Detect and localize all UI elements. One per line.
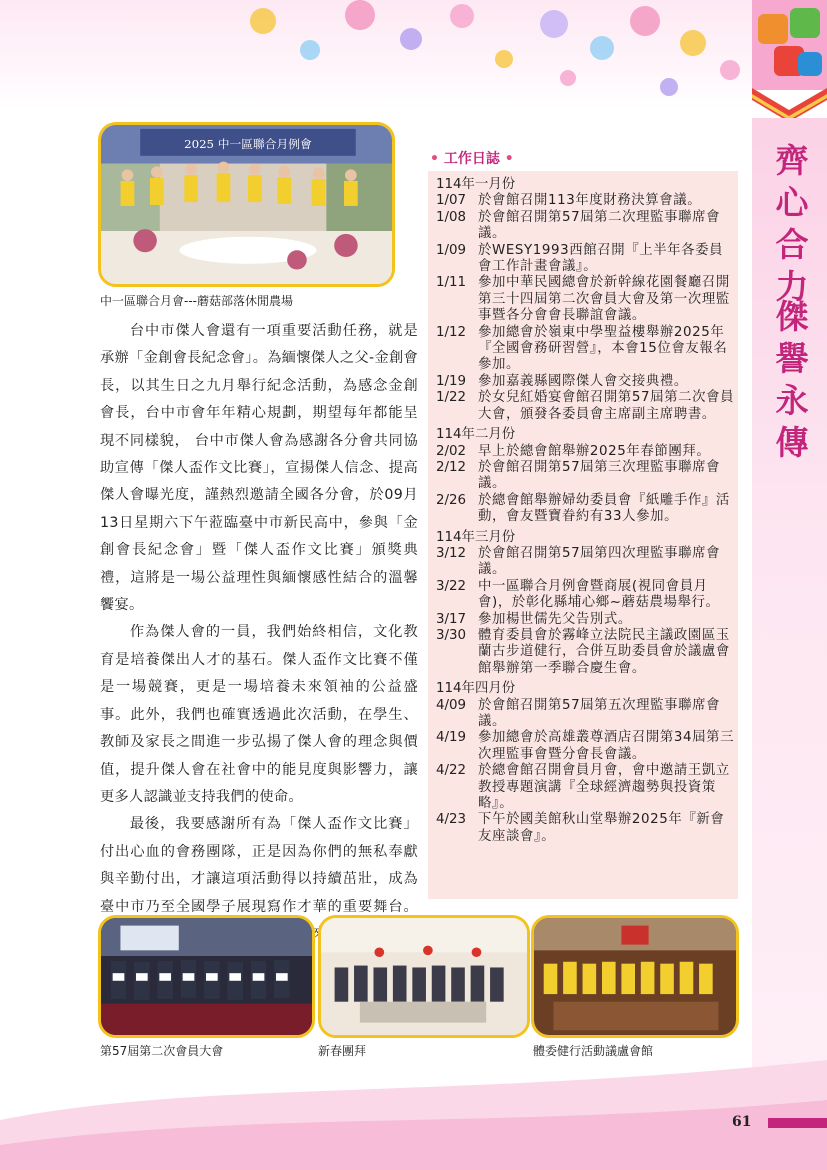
worklog-text: 參加總會於嶺東中學聖益樓舉辦2025年『全國會務研習營』，本會15位會友報名參加。 — [478, 324, 728, 373]
worklog-month-label: 114年一月份 — [436, 177, 516, 192]
worklog-date: 4/23 — [436, 812, 467, 828]
worklog-date: 1/07 — [436, 193, 467, 209]
worklog-entry — [436, 275, 736, 324]
chevron-decoration — [752, 88, 827, 122]
top-photo-caption: 中一區聯合月會---蘑菇部落休閒農場 — [100, 294, 293, 308]
puzzle-icon — [752, 0, 827, 90]
paragraph-3: 最後，我要感謝所有為「傑人盃作文比賽」付出心血的會務團隊，正是因為你們的無私奉獻與辛勤付出，才讓這項活動得以持續茁壯，成為臺中市乃至全國學子展現寫作才華的重要舞台。 未來 — [100, 816, 418, 942]
worklog-entry — [436, 546, 736, 579]
worklog-entry — [436, 460, 736, 493]
worklog-entry — [436, 243, 736, 276]
worklog-date: 4/09 — [436, 697, 467, 713]
worklog-text: 於會館召開第57屆第二次理監事聯席會議。 — [478, 209, 721, 242]
worklog-entry — [436, 193, 736, 209]
caption-new-year: 新春團拜 — [318, 1044, 367, 1058]
worklog-text: 早上於總會館舉辦2025年春節團拜。 — [478, 443, 711, 459]
worklog-date: 1/09 — [436, 242, 467, 258]
worklog-entry — [436, 210, 736, 243]
top-floral-decoration — [0, 0, 760, 110]
worklog-text: 參加中華民國總會於新幹線花園餐廳召開第三十四屆第二次會員大會及第一次理監事暨各分會會長聯誼會議。 — [478, 275, 730, 324]
page-number-bar — [768, 1118, 827, 1128]
bottom-wave-decoration — [0, 1060, 827, 1170]
caption-hiking: 體委健行活動議盧會館 — [533, 1044, 654, 1058]
worklog-date: 4/22 — [436, 763, 467, 779]
worklog-text: 中一區聯合月例會暨商展(視同會員月會)，於彰化縣埔心鄉~蘑菇農場舉行。 — [478, 578, 720, 611]
hiking-photo — [531, 915, 739, 1038]
worklog-date: 3/22 — [436, 578, 467, 594]
worklog-date: 1/12 — [436, 324, 467, 340]
worklog-entry — [436, 812, 736, 845]
worklog-text: 於會館召開第57屆第五次理監事聯席會議。 — [478, 697, 721, 729]
worklog-date: 4/19 — [436, 730, 467, 746]
worklog-date: 2/26 — [436, 492, 467, 508]
worklog-text: 於總會館舉辦婦幼委員會『紙雕手作』活動，會友暨寶眷約有33人參加。 — [478, 492, 730, 525]
worklog-text: 於WESY1993西館召開『上半年各委員會工作計畫會議』。 — [478, 242, 724, 275]
worklog-month-label: 114年二月份 — [436, 427, 516, 443]
worklog-date: 1/19 — [436, 373, 467, 389]
worklog-date: 1/11 — [436, 275, 467, 291]
worklog-text: 於會館召開第57屆第四次理監事聯席會議。 — [478, 545, 721, 578]
assembly-photo — [98, 915, 315, 1038]
paragraph-2: 作為傑人會的一員，我們始終相信，文化教育是培養傑出人才的基石。傑人盃作文比賽不僅是一場競賽，更是一場培養未來領袖的公益盛事。此外，我們也確實透過此次活動，在學生、教師及家長之間進一步弘揚了傑人會的理念與價值，提升傑人會在社會中的能見度與影響力，讓更多人認識並支持我們的使命。 — [100, 624, 418, 805]
worklog-title: • 工作日誌 • — [430, 151, 514, 167]
worklog-month-label: 114年三月份 — [436, 529, 516, 545]
worklog-date: 1/08 — [436, 209, 467, 225]
worklog-text: 參加楊世儒先父告別式。 — [478, 611, 632, 627]
worklog-entry — [436, 628, 736, 677]
worklog-month-label: 114年四月份 — [436, 681, 516, 697]
worklog-month — [436, 427, 736, 525]
side-title-line2: 傑譽永傳 — [775, 297, 809, 462]
worklog-entry — [436, 698, 736, 731]
worklog-text: 參加總會於高雄叢尊酒店召開第34屆第三次理監事會暨分會長會議。 — [478, 730, 735, 762]
worklog-text: 於會館召開第57屆第三次理監事聯席會議。 — [478, 459, 721, 492]
worklog-date: 3/17 — [436, 611, 467, 627]
worklog-entry — [436, 579, 736, 612]
worklog-entry — [436, 730, 736, 763]
worklog-entry — [436, 493, 736, 526]
worklog-entry — [436, 444, 736, 460]
worklog-text: 參加嘉義縣國際傑人會交接典禮。 — [478, 373, 688, 389]
banner-title: 2025 中一區聯合月例會 — [184, 137, 312, 152]
worklog-entry — [436, 763, 736, 812]
worklog-month — [436, 177, 736, 423]
side-title-line1: 齊心合力 — [775, 141, 809, 306]
worklog-entry — [436, 612, 736, 628]
worklog-date: 2/12 — [436, 459, 467, 475]
worklog-text: 於女兒紅婚宴會館召開第57屆第二次會員大會，頒發各委員會主席副主席聘書。 — [478, 390, 735, 422]
worklog-month — [436, 681, 736, 845]
worklog-date: 2/02 — [436, 443, 467, 459]
worklog-text: 於會館召開113年度財務決算會議。 — [478, 193, 702, 209]
worklog-date: 3/30 — [436, 627, 467, 643]
new-year-photo — [318, 915, 530, 1038]
worklog-text: 下午於國美館秋山堂舉辦2025年『新會友座談會』。 — [478, 812, 725, 844]
worklog-entry — [436, 390, 736, 423]
worklog-date: 1/22 — [436, 390, 467, 406]
worklog-list — [436, 177, 736, 845]
worklog-entry — [436, 374, 736, 390]
worklog-month — [436, 530, 736, 678]
worklog-date: 3/12 — [436, 545, 467, 561]
worklog-entry — [436, 325, 736, 374]
paragraph-1: 台中市傑人會還有一項重要活動任務，就是承辦「金創會長紀念會」。為緬懷傑人之父-金創會長，以其生日之九月舉行紀念活動，為感念金創會長，台中市會年年精心規劃，期望每年都能呈現不同樣貌， 台中市傑人會為感謝各分會共同協助宣傳「傑人盃作文比賽」，宣揚傑人信念、提高傑人會曝光度，謹熱烈邀請全國各分會，於09月13日星期六下午蒞臨臺中市新民高中，參與「金創會長紀念會」暨「傑人盃作文比賽」頒獎典禮，這將是一場公益理性與緬懷感性結合的溫馨饗宴。 — [100, 323, 418, 614]
article-body — [100, 318, 418, 976]
meeting-photo — [98, 122, 395, 287]
worklog-text: 於總會館召開會員月會，會中邀請王凱立教授專題演講『全球經濟趨勢與投資策略』。 — [478, 763, 730, 812]
worklog-text: 體育委員會於霧峰立法院民主議政園區玉蘭古步道健行，合併互助委員會於議盧會館舉辦第一季聯合慶生會。 — [478, 627, 730, 676]
page-number: 61 — [732, 1114, 752, 1130]
caption-assembly: 第57屆第二次會員大會 — [100, 1044, 224, 1058]
